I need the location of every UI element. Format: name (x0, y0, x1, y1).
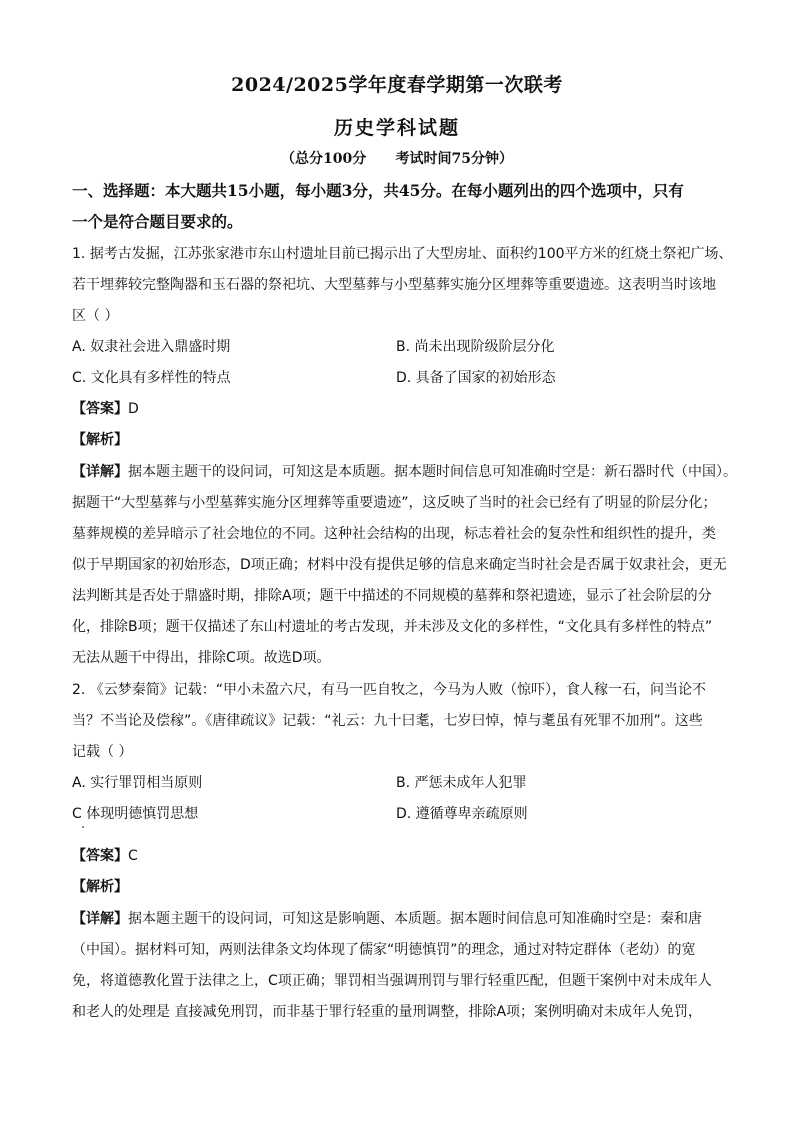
q2-stem-line: 当？不当论及偿稼”。《唐律疏议》记载：“礼云：九十曰耄，七岁曰悼，悼与耄虽有死罪不加刑”。这些 (72, 713, 703, 729)
q2-option-d: D. 遵循尊卑亲疏原则 (396, 806, 528, 822)
detail-tag: 【详解】 (72, 464, 128, 480)
q1-detail-line: 似于早期国家的初始形态，D项正确；材料中没有提供足够的信息来确定当时社会是否属于奴隶社会，更无 (72, 557, 727, 573)
answer-tag: 【答案】 (72, 401, 128, 417)
q2-option-c: C 体现明德慎罚思想 (72, 806, 199, 822)
answer-value: C (128, 848, 138, 864)
detail-text: 据本题主题干的设问词，可知这是影响题、本质题。据本题时间信息可知准确时空是：秦和唐 (128, 911, 702, 927)
q1-detail-line (72, 462, 737, 482)
exam-title: 2024/2025学年度春学期第一次联考 (231, 74, 563, 96)
detail-text: 据本题主题干的设问词，可知这是本质题。据本题时间信息可知准确时空是：新石器时代（中国）。 (128, 464, 737, 480)
q1-detail-line: 墓葬规模的差异暗示了社会地位的不同。这种社会结构的出现，标志着社会的复杂性和组织性的提升，类 (72, 526, 716, 542)
detail-tag: 【详解】 (72, 911, 128, 927)
answer-tag: 【答案】 (72, 848, 128, 864)
q1-analysis (72, 430, 732, 450)
exam-meta: （总分100分 考试时间75分钟） (281, 151, 513, 167)
section-heading-line2: 一个是符合题目要求的。 (72, 212, 243, 231)
q1-option-d: D. 具备了国家的初始形态 (396, 370, 556, 386)
analysis-tag: 【解析】 (72, 879, 128, 895)
q1-answer (72, 399, 732, 419)
q1-option-c: C. 文化具有多样性的特点 (72, 370, 231, 386)
q2-stem-line: 记载（ ） (72, 744, 133, 760)
q1-detail-line: 法判断其是否处于鼎盛时期，排除A项；题干中描述的不同规模的墓葬和祭祀遗迹，显示了社会阶层的分 (72, 588, 712, 604)
q2-detail-line: （中国）。据材料可知，两则法律条文均体现了儒家“明德慎罚”的理念，通过对特定群体（老幼）的宽 (72, 942, 696, 958)
q2-option-b: B. 严惩未成年人犯罪 (396, 775, 527, 791)
subject-title: 历史学科试题 (333, 117, 460, 139)
q2-detail-line: 免，将道德教化置于法律之上，C项正确；罪罚相当强调刑罚与罪行轻重匹配，但题干案例中对未成年人 (72, 973, 712, 989)
q2-detail-line: 和老人的处理是 直接减免刑罚，而非基于罪行轻重的量刑调整，排除A项；案例明确对未成年人免罚， (72, 1004, 703, 1020)
q1-detail-line: 无法从题干中得出，排除C项。故选D项。 (72, 650, 331, 666)
q1-detail-line: 化，排除B项；题干仅描述了东山村遗址的考古发现，并未涉及文化的多样性，“文化具有多样性的特点” (72, 619, 713, 635)
answer-value: D (128, 401, 139, 417)
q1-stem-line: 1. 据考古发掘，江苏张家港市东山村遗址目前已揭示出了大型房址、面积约100平方米的红烧土祭祀广场、 (72, 246, 733, 262)
section-heading-line1: 一、选择题：本大题共15小题，每小题3分，共45分。在每小题列出的四个选项中，只有 (72, 181, 684, 200)
q2-analysis (72, 877, 732, 897)
q1-stem-line: 若干埋葬较完整陶器和玉石器的祭祀坑、大型墓葬与小型墓葬实施分区埋葬等重要遗迹。这表明当时该地 (72, 277, 716, 293)
q2-detail-line (72, 909, 732, 929)
q1-option-a: A. 奴隶社会进入鼎盛时期 (72, 339, 231, 355)
q1-option-b: B. 尚未出现阶级阶层分化 (396, 339, 555, 355)
stray-mark (82, 826, 84, 828)
analysis-tag: 【解析】 (72, 432, 128, 448)
q2-answer (72, 846, 732, 866)
q2-stem-line: 2. 《云梦秦简》记载：“甲小未盈六尺，有马一匹自牧之，今马为人败（惊吓），食人稼一石，问当论不 (72, 682, 707, 698)
q1-stem-line: 区（ ） (72, 308, 119, 324)
q1-detail-line: 据题干“大型墓葬与小型墓葬实施分区埋葬等重要遗迹”，这反映了当时的社会已经有了明显的阶层分化； (72, 495, 717, 511)
q2-option-a: A. 实行罪罚相当原则 (72, 775, 203, 791)
